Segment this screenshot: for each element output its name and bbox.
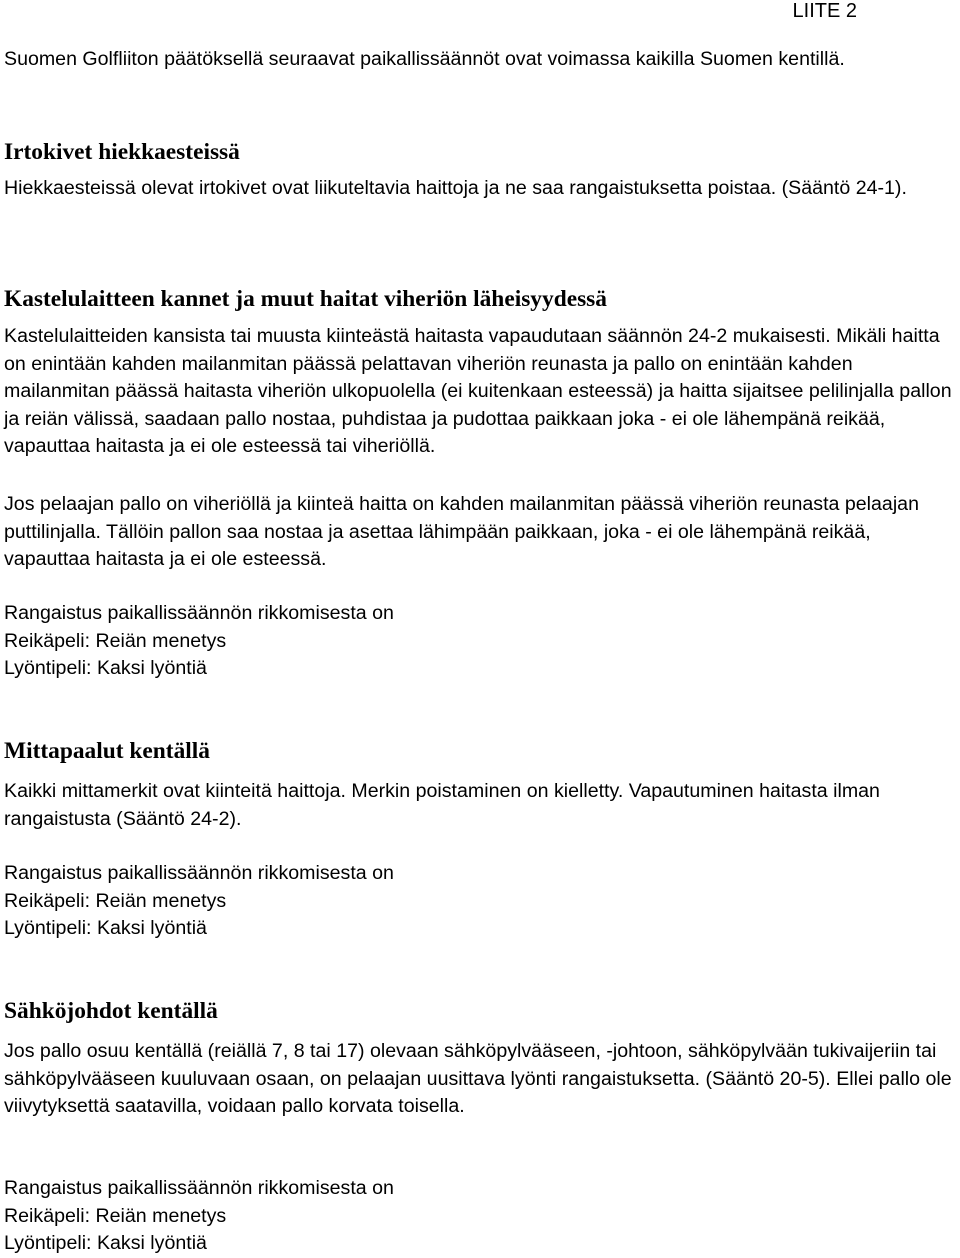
penalty-match-play: Reikäpeli: Reiän menetys	[4, 889, 227, 912]
penalty-stroke-play: Lyöntipeli: Kaksi lyöntiä	[4, 1232, 207, 1255]
section-heading-power-lines: Sähköjohdot kentällä	[4, 998, 218, 1024]
section-paragraph: Jos pelaajan pallo on viheriöllä ja kiinteä haitta on kahden mailanmitan päässä viheriön reunasta pelaajan puttilinjalla. Tällöin pallon saa nostaa ja asettaa lähimpään paikkaan, joka - ei ole lähempänä reikää, vapauttaa haitasta ja ei ole esteessä.	[4, 493, 919, 571]
appendix-label: LIITE 2	[792, 0, 857, 22]
section-heading-sand-stones: Irtokivet hiekkaesteissä	[4, 139, 240, 165]
penalty-title: Rangaistus paikallissäännön rikkomisesta on	[4, 602, 394, 624]
intro-paragraph: Suomen Golfliiton päätöksellä seuraavat paikallissäännöt ovat voimassa kaikilla Suomen kentillä.	[4, 48, 845, 70]
penalty-match-play: Reikäpeli: Reiän menetys	[4, 1204, 227, 1227]
section-paragraph: Kastelulaitteiden kansista tai muusta kiinteästä haitasta vapaudutaan säännön 24-2 mukaisesti. Mikäli haitta on enintään kahden mailanmitan päässä pelattavan viheriön reunasta ja pallo on enintään kahden mailanmitan päässä haitasta viheriön ulkopuolella (ei kuitenkaan esteessä) ja haitta sijaitsee pelilinjalla pallon ja reiän välissä, saadaan pallo nostaa, puhdistaa ja pudottaa paikkaan joka - ei ole lähempänä reikää, vapauttaa haitasta ja ei ole esteessä tai viheriöllä.	[4, 325, 952, 458]
penalty-title: Rangaistus paikallissäännön rikkomisesta on	[4, 1177, 394, 1199]
section-paragraph: Kaikki mittamerkit ovat kiinteitä haittoja. Merkin poistaminen on kielletty. Vapautuminen haitasta ilman rangaistusta (Sääntö 24-2).	[4, 780, 880, 830]
section-paragraph: Jos pallo osuu kentällä (reiällä 7, 8 tai 17) olevaan sähköpylvääseen, -johtoon, sähköpylvään tukivaijeriin tai sähköpylvääseen kuuluvaan osaan, on pelaajan uusittava lyönti rangaistuksetta. (Sääntö 20-5). Ellei pallo ole viivytyksettä saatavilla, voidaan pallo korvata toisella.	[4, 1040, 952, 1118]
penalty-block	[4, 600, 704, 683]
penalty-block	[4, 1175, 704, 1258]
penalty-title: Rangaistus paikallissäännön rikkomisesta on	[4, 862, 394, 884]
section-paragraph: Hiekkaesteissä olevat irtokivet ovat liikuteltavia haittoja ja ne saa rangaistuksetta poistaa. (Sääntö 24-1).	[4, 177, 907, 199]
section-heading-sprinkler-covers: Kastelulaitteen kannet ja muut haitat viheriön läheisyydessä	[4, 286, 607, 312]
penalty-block	[4, 860, 704, 943]
section-heading-distance-markers: Mittapaalut kentällä	[4, 738, 210, 764]
penalty-match-play: Reikäpeli: Reiän menetys	[4, 629, 227, 652]
penalty-stroke-play: Lyöntipeli: Kaksi lyöntiä	[4, 657, 207, 680]
penalty-stroke-play: Lyöntipeli: Kaksi lyöntiä	[4, 917, 207, 940]
